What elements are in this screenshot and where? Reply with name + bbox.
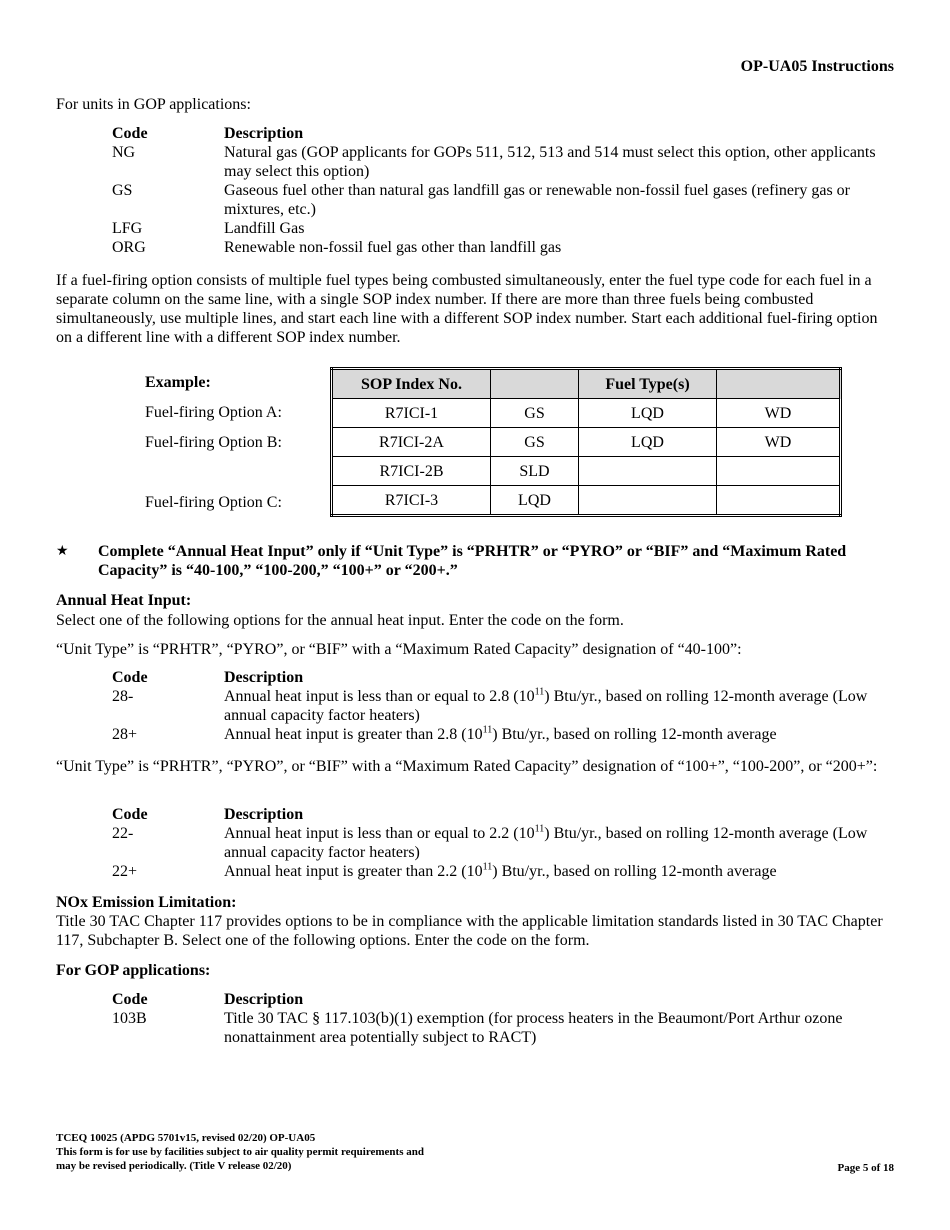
code-row [112, 181, 894, 219]
table-row [332, 399, 841, 428]
nox-text: Title 30 TAC Chapter 117 provides options to be in compliance with the applicable limitation standards listed in 30 TAC Chapter 117, Subchapter B. Select one of the following options. Enter the code on the form. [56, 913, 883, 949]
code-row [112, 1009, 894, 1047]
gop-fuel-code-table [112, 124, 894, 257]
annual-heat-instruction: Select one of the following options for the annual heat input. Enter the code on the form. [56, 612, 624, 629]
code-row [112, 824, 894, 862]
description-cell: Natural gas (GOP applicants for GOPs 511, 512, 513 and 514 must select this option, other applicants may select this option) [224, 144, 876, 180]
code-cell: ORG [112, 239, 146, 256]
exponent: 11 [534, 686, 545, 698]
description-cell: Annual heat input is greater than 2.2 $(10^{11})$ Btu/yr., based on rolling 12-month average [224, 861, 777, 880]
code-cell: 28+ [112, 726, 138, 743]
code-header: Code [112, 806, 148, 823]
footer-line: TCEQ 10025 (APDG 5701v15, revised 02/20) OP-UA05 [56, 1132, 316, 1144]
option-label: Fuel-firing Option C: [145, 494, 282, 511]
table-cell: GS [491, 428, 579, 457]
description-cell: Annual heat input is greater than 2.8 $(10^{11})$ Btu/yr., based on rolling 12-month average [224, 724, 777, 743]
table-header-row [332, 369, 841, 399]
option-label [145, 458, 325, 488]
table-cell: LQD [579, 399, 717, 428]
description-header: Description [224, 991, 304, 1008]
footer [56, 1131, 424, 1173]
nox-title: NOx Emission Limitation: [56, 894, 237, 911]
annual-heat-group2-intro: “Unit Type” is “PRHTR”, “PYRO”, or “BIF” with a “Maximum Rated Capacity” designation of “100+”, “100-200”, or “200+”: [56, 758, 878, 775]
description-cell: Gaseous fuel other than natural gas landfill gas or renewable non-fossil fuel gases (refinery gas or mixtures, etc.) [224, 182, 851, 218]
star-icon: ★ [56, 543, 69, 559]
description-cell: Annual heat input is less than or equal to 2.8 $(10^{11})$ Btu/yr., based on rolling 12-month average (Low annual capacity factor heaters) [224, 686, 868, 724]
code-row [112, 143, 894, 181]
table-cell: WD [717, 428, 841, 457]
header-cell: Fuel Type(s) [579, 369, 717, 399]
option-label: Fuel-firing Option B: [145, 434, 282, 451]
code-header: Code [112, 125, 148, 142]
table-cell: WD [717, 399, 841, 428]
table-cell: LQD [491, 486, 579, 516]
star-note-text: Complete “Annual Heat Input” only if “Unit Type” is “PRHTR” or “PYRO” or “BIF” and “Maximum Rated Capacity” is “40-100,” “100-200,” “100+” or “200+.” [98, 543, 847, 579]
description-cell: Renewable non-fossil fuel gas other than landfill gas [224, 239, 562, 256]
table-row [332, 428, 841, 457]
table-row [332, 486, 841, 516]
nox-gop-title: For GOP applications: [56, 962, 211, 979]
page-header-title: OP-UA05 Instructions [740, 58, 894, 75]
star-note [56, 542, 896, 580]
annual-heat-code-table-1 [112, 668, 894, 744]
table-cell [717, 486, 841, 516]
table-cell: R7ICI-1 [332, 399, 491, 428]
code-cell: LFG [112, 220, 143, 237]
table-cell: GS [491, 399, 579, 428]
description-cell: Annual heat input is less than or equal to 2.2 $(10^{11})$ Btu/yr., based on rolling 12-month average (Low annual capacity factor heaters) [224, 823, 868, 861]
code-cell: 22- [112, 825, 134, 842]
table-cell [717, 457, 841, 486]
table-cell: R7ICI-3 [332, 486, 491, 516]
header-cell [717, 369, 841, 399]
header-cell [491, 369, 579, 399]
footer-line: This form is for use by facilities subject to air quality permit requirements and [56, 1146, 424, 1158]
code-header: Code [112, 991, 148, 1008]
option-label: Fuel-firing Option A: [145, 404, 282, 421]
table-cell: LQD [579, 428, 717, 457]
code-row [112, 687, 894, 725]
exponent: 11 [482, 861, 493, 873]
example-label: Example: [145, 374, 211, 391]
description-header: Description [224, 669, 304, 686]
description-cell: Landfill Gas [224, 220, 305, 237]
description-cell: Title 30 TAC § 117.103(b)(1) exemption (for process heaters in the Beaumont/Port Arthur ozone nonattainment area potentially subject to RACT) [224, 1010, 843, 1046]
code-cell: NG [112, 144, 136, 161]
table-cell [579, 486, 717, 516]
description-header: Description [224, 806, 304, 823]
exponent: 11 [482, 724, 493, 736]
code-row [112, 219, 894, 238]
example-labels [145, 368, 325, 518]
example-table [330, 367, 842, 517]
page-number: Page 5 of 18 [837, 1162, 894, 1174]
annual-heat-title: Annual Heat Input: [56, 592, 192, 609]
code-cell: GS [112, 182, 133, 199]
footer-line: may be revised periodically. (Title V release 02/20) [56, 1160, 292, 1172]
code-cell: 22+ [112, 863, 138, 880]
nox-code-table [112, 990, 894, 1047]
annual-heat-code-table-2 [112, 805, 894, 881]
code-row [112, 862, 894, 881]
table-cell [579, 457, 717, 486]
code-cell: 103B [112, 1010, 147, 1027]
code-cell: 28- [112, 688, 134, 705]
table-row [332, 457, 841, 486]
exponent: 11 [534, 823, 545, 835]
code-row [112, 725, 894, 744]
description-header: Description [224, 125, 304, 142]
multi-fuel-paragraph: If a fuel-firing option consists of multiple fuel types being combusted simultaneously, enter the fuel type code for each fuel in a separate column on the same line, with a single SOP index number. If there are more than three fuels being combusted simultaneously, use multiple lines, and start each line with a different SOP index number. Start each additional fuel-firing option on a different line with a different SOP index number. [56, 272, 878, 346]
table-cell: R7ICI-2B [332, 457, 491, 486]
table-cell: SLD [491, 457, 579, 486]
gop-intro: For units in GOP applications: [56, 96, 251, 113]
code-header: Code [112, 669, 148, 686]
annual-heat-group1-intro: “Unit Type” is “PRHTR”, “PYRO”, or “BIF” with a “Maximum Rated Capacity” designation of “40-100”: [56, 641, 742, 658]
code-row [112, 238, 894, 257]
table-cell: R7ICI-2A [332, 428, 491, 457]
header-cell: SOP Index No. [332, 369, 491, 399]
